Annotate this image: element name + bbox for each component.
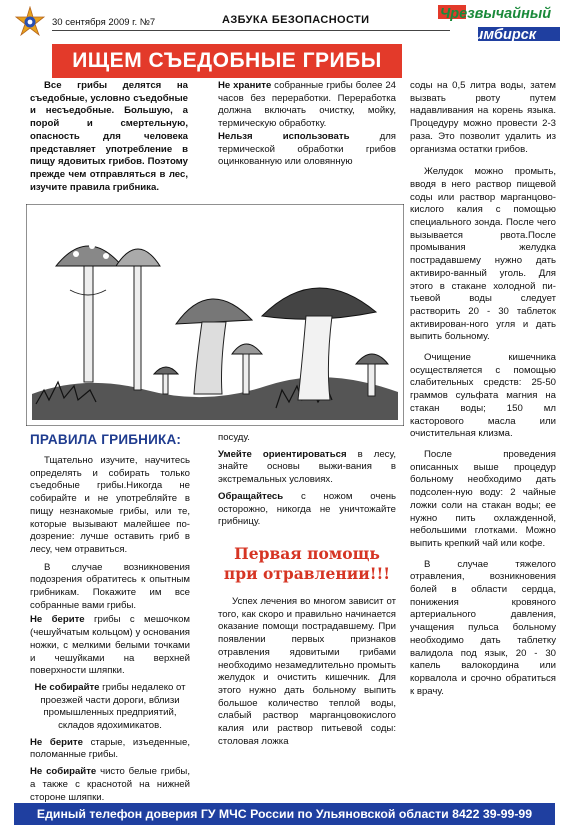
paragraph-stomach: Желудок можно промыть, вводя в него раствор пищевой соды или раствор марганцово- кислого калия с помощью специального зонда. После чего вызывается рвота.После промывания желудка пострадавшему нужно дать активиро-ванный уголь. Для этого в стакане холодной питьевой воды следует растворить 20 - 30 таблеток активирован-ного угля и дать выпить больному.	[410, 166, 556, 343]
rule-cookware-end: посуду.	[218, 432, 250, 443]
intro-paragraph: Все грибы делятся на съедобные, условно съедобные и несъедобные. Большую, а порой и смертельную, опасность для человека представляет употребление в пищу ядовитых грибов. Поэтому прежде чем отправляться в лес, изучите правила грибника.	[30, 80, 188, 193]
paragraph-salt-water: После проведения описанных выше процедур больному необходимо дать подсолен-ную воду: 2 чайные ложки соли на стакан воды; ее нужно пить охлажденной, небольшими глотками. Можно выпить крепкий чай или кофе.	[410, 448, 556, 549]
issue-date: 30 сентября 2009 г. №7	[52, 17, 156, 28]
paragraph-soda: соды на 0,5 литра воды, затем вызвать рвоту путем надавливания на корень языка. Процедуру можно провести 2-3 раза. Это позволит удалить из организма остатки грибов.	[410, 80, 556, 155]
paragraph-intestine: Очищение кишечника осуществляется с помощью слабительных средств: 25-50 граммов сульфата магния на стакан воды; 150 мл касторового масла или очистительная клизма.	[410, 352, 556, 440]
rule-volva: Не берите грибы с мешочком (чешуйчатым кольцом) у основания ножки, с мелкими белыми точками и чешуйками на верхней поверхности шляпки.	[30, 614, 191, 677]
paragraph-cookware: Нельзя использовать для термической обработки грибов оцинкованную или оловянную	[218, 130, 396, 168]
header-divider	[52, 30, 450, 31]
page-title: ИЩЕМ СЪЕДОБНЫЕ ГРИБЫ	[52, 44, 402, 78]
treatment-column	[410, 80, 556, 698]
rule-knife: Обращайтесь с ножом очень осторожно, никогда не уничтожайте грибницу.	[218, 490, 396, 528]
picker-rules	[30, 455, 190, 804]
emergency-ministry-emblem-icon	[14, 6, 46, 38]
rule-old: Не берите старые, изъеденные, поломанные грибы.	[30, 736, 191, 761]
hotline-footer: Единый телефон доверия ГУ МЧС России по Ульяновской области 8422 39-99-99	[14, 803, 555, 825]
paragraph-storage: Не храните собранные грибы более 24 часов без переработки. Переработка должна включать очистку, мойку, термическую обработку.	[218, 80, 396, 130]
rule-study: Тщательно изучите, научитесь определять и собирать только съедобные грибы.Никогда не собирайте и не употребляйте в пищу незнакомые грибы, или те, которые вызывают малейшее подозрение: лучше оставить гриб в лесу, чем отравиться.	[30, 455, 190, 555]
storage-advice	[218, 80, 396, 169]
mushrooms-illustration	[26, 204, 404, 426]
rule-orientation: Умейте ориентироваться в лесу, знайте основы выжи-вания в экстремальных условиях.	[218, 448, 396, 486]
paragraph-severe: В случае тяжелого отравления, возникновения болей в области сердца, понижения кровяного артериального давления, учащения пульса больному необходимо дать таблетку валидола под язык, 20 - 30 капель валокордина или корвалола и срочно обратиться к врачу.	[410, 558, 556, 697]
brand-line2: Симбирск	[464, 27, 537, 43]
rule-white: Не собирайте чисто белые грибы, а также с краснотой на нижней стороне шляпки.	[30, 766, 190, 803]
section-title: АЗБУКА БЕЗОПАСНОСТИ	[222, 14, 370, 26]
picker-rules-continued	[218, 432, 396, 529]
brand-line1: Чрезвычайный	[440, 6, 552, 22]
newspaper-logo	[438, 3, 560, 45]
rule-consult: В случае возникновения подозрения обратитесь к опытным грибникам. Покажите им все собранные вами грибы.	[30, 561, 190, 611]
rule-roads: Не собирайте грибы недалеко от проезжей части дороги, вблизи промышленных предприятий, складов ядохимикатов.	[34, 681, 186, 732]
rules-heading: ПРАВИЛА ГРИБНИКА:	[30, 432, 182, 447]
first-aid-heading: Первая помощь при отравлении!!!	[223, 544, 391, 583]
first-aid-paragraph: Успех лечения во многом зависит от того, как скоро и правильно начинается оказание помощи пострадавшему. При появлении первых признаков отравления ядовитыми грибами необходимо незамедлительно промыть желудок и очистить кишечник. Для этого нужно дать больному выпить большое количество теплой воды, слабый раствор марганцовокислого калия или раствор питьевой соды: столовая ложка	[218, 596, 396, 747]
